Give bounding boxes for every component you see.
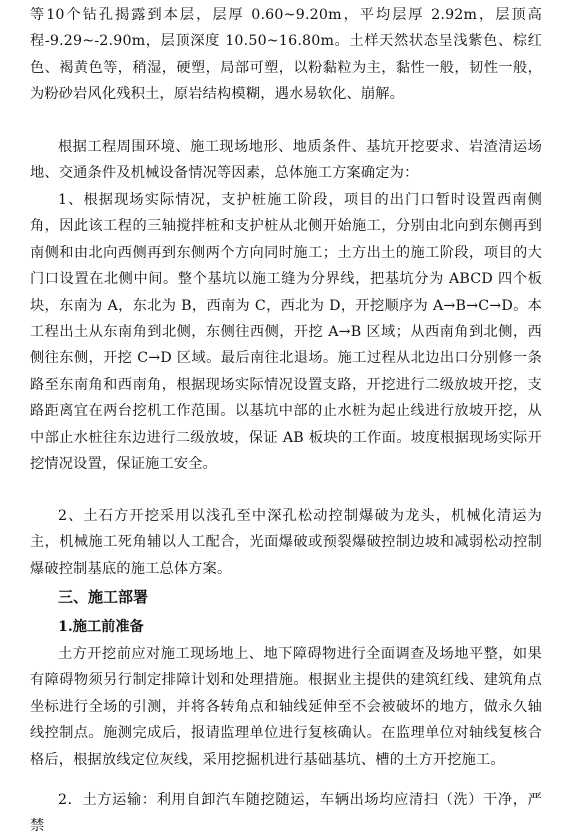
site-survey-paragraph: 土方开挖前应对施工现场地上、地下障碍物进行全面调查及场地平整，如果有障碍物须另行制定排障计划和处理措施。根据业主提供的建筑红线、建筑角点坐标进行全场的引测，并将各转角点和轴线延伸至不会被破坏的地方，做永久轴线控制点。施测完成后，报请监理单位进行复核确认。在监理单位对轴线复核合格后，根据放线定位灰线，采用挖掘机进行基础基坑、槽的土方开挖施工。 xyxy=(30,646,542,768)
section-heading-construction-deployment: 三、施工部署 xyxy=(58,588,149,606)
soil-layer-description-paragraph: 等10个钻孔揭露到本层，层厚 0.60~9.20m，平均层厚 2.92m，层顶高程-9.29~-2.90m，层顶深度 10.50~16.80m。土样天然状态呈浅紫色、棕红色、褐黄色等，稍湿，硬塑，局部可塑，以粉黏粒为主，黏性一般，韧性一般，为粉砂岩风化残积土，原岩结构模糊，遇水易软化、崩解。 xyxy=(30,7,542,103)
earth-transport-paragraph: 2．土方运输：利用自卸汽车随挖随运，车辆出场均应清扫（洗）干净，严禁 xyxy=(30,792,542,835)
subheading-pre-construction-preparation: 1.施工前准备 xyxy=(58,619,144,635)
overall-plan-intro-paragraph: 根据工程周围环境、施工现场地形、地质条件、基坑开挖要求、岩渣清运场地、交通条件及机械设备情况等因素，总体施工方案确定为： xyxy=(30,139,542,182)
excavation-sequence-paragraph: 1、根据现场实际情况，支护桩施工阶段，项目的出门口暂时设置西南侧角，因此该工程的三轴搅拌桩和支护桩从北侧开始施工，分别由北向到东侧再到南侧和由北向西侧再到东侧两个方向同时施工；土方出土的施工阶段，项目的大门口设置在北侧中间。整个基坑以施工缝为分界线，把基坑分为 ABCD 四个板块，东南为 A，东北为 B，西南为 C，西北为 D，开挖顺序为 A→B→C→D。本工程出土从东南角到北侧，东侧往西侧，开挖 A→B 区域；从西南角到北侧，西侧往东侧，开挖 C→D 区域。最后南往北退场。施工过程从北边出口分别修一条路至东南角和西南角，根据现场实际情况设置支路，开挖进行二级放坡开挖，支路距离宜在两台挖机工作范围。以基坑中部的止水桩为起止线进行放坡开挖，从中部止水桩往东边进行二级放坡，保证 AB 板块的工作面。坡度根据现场实际开挖情况设置，保证施工安全。 xyxy=(30,192,542,473)
blasting-method-paragraph: 2、土石方开挖采用以浅孔至中深孔松动控制爆破为龙头，机械化清运为主，机械施工死角辅以人工配合，光面爆破或预裂爆破控制边坡和减弱松动控制爆破控制基底的施工总体方案。 xyxy=(30,508,542,577)
